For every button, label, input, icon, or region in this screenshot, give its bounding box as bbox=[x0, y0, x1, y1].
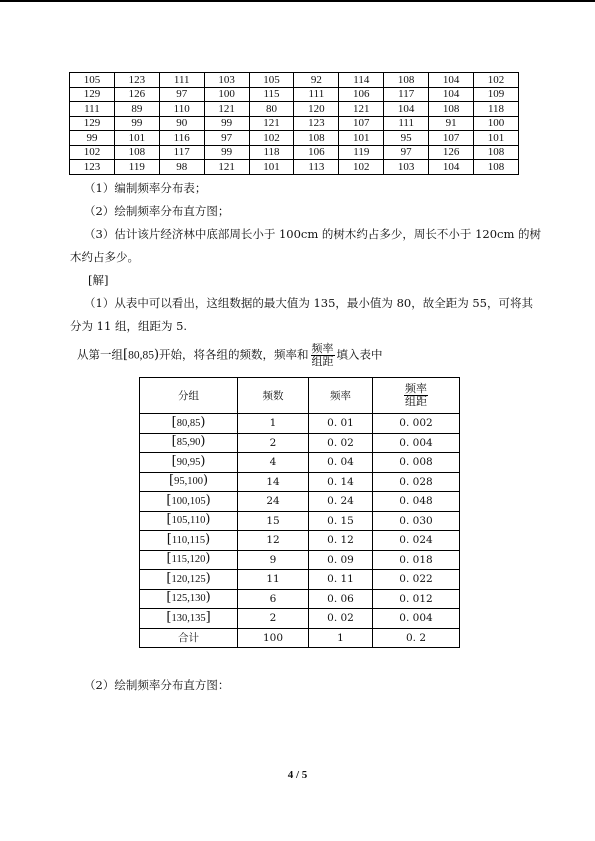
raw-table-cell: 107 bbox=[429, 131, 474, 146]
raw-table-cell: 121 bbox=[339, 102, 384, 117]
group-interval-cell bbox=[140, 570, 238, 590]
group-interval-cell bbox=[140, 531, 238, 551]
density-cell: 0. 002 bbox=[373, 414, 460, 434]
group-interval-cell bbox=[140, 589, 238, 609]
frequency-table-row bbox=[140, 453, 460, 473]
frequency-cell: 0. 11 bbox=[309, 570, 373, 590]
solution-part-2-heading: （2）绘制频率分布直方图： bbox=[84, 678, 230, 692]
interval-values: 110,115 bbox=[171, 534, 206, 546]
raw-table-cell: 89 bbox=[114, 102, 159, 117]
raw-table-cell: 99 bbox=[204, 145, 249, 160]
interval-right-bracket: ] bbox=[205, 609, 211, 625]
frequency-cell: 0. 02 bbox=[309, 609, 373, 629]
density-cell: 0. 004 bbox=[373, 433, 460, 453]
raw-table-cell: 111 bbox=[294, 87, 339, 102]
raw-table-cell: 100 bbox=[474, 116, 519, 131]
solution-p2-suffix: 填入表中 bbox=[336, 347, 383, 362]
raw-table-cell: 108 bbox=[474, 160, 519, 175]
solution-p2-prefix: 从第一组 bbox=[77, 347, 123, 362]
raw-table-cell: 104 bbox=[429, 160, 474, 175]
raw-table-cell: 101 bbox=[114, 131, 159, 146]
raw-table-cell: 120 bbox=[294, 102, 339, 117]
frequency-cell: 0. 24 bbox=[309, 492, 373, 512]
density-cell: 0. 008 bbox=[373, 453, 460, 473]
raw-table-cell: 103 bbox=[204, 73, 249, 88]
group-interval-cell bbox=[140, 433, 238, 453]
interval-values: 105,110 bbox=[171, 515, 206, 527]
raw-table-cell: 121 bbox=[204, 102, 249, 117]
density-cell: 0. 028 bbox=[373, 472, 460, 492]
header-rule bbox=[0, 0, 595, 2]
header-count: 频数 bbox=[238, 378, 309, 414]
raw-table-cell: 129 bbox=[70, 87, 115, 102]
interval-left-bracket: [ bbox=[166, 609, 172, 625]
raw-table-cell: 90 bbox=[159, 116, 204, 131]
density-cell: 0. 018 bbox=[373, 550, 460, 570]
interval-right-bracket: ) bbox=[205, 492, 211, 508]
solution-p2-middle: 开始，将各组的频数，频率和 bbox=[159, 347, 309, 362]
interval-left-bracket: [ bbox=[168, 473, 175, 489]
raw-table-row bbox=[70, 87, 519, 102]
raw-table-cell: 123 bbox=[114, 73, 159, 88]
raw-table-cell: 118 bbox=[474, 102, 519, 117]
raw-table-cell: 104 bbox=[429, 87, 474, 102]
raw-table-cell: 123 bbox=[70, 160, 115, 175]
frequency-table-row bbox=[140, 609, 460, 629]
count-cell: 2 bbox=[238, 609, 309, 629]
count-cell: 1 bbox=[238, 414, 309, 434]
frequency-table-row bbox=[140, 531, 460, 551]
total-density: 0. 2 bbox=[373, 628, 460, 648]
total-frequency: 1 bbox=[309, 628, 373, 648]
raw-table-cell: 103 bbox=[384, 160, 429, 175]
right-bracket: ) bbox=[153, 347, 160, 363]
frequency-table-row bbox=[140, 433, 460, 453]
frequency-cell: 0. 14 bbox=[309, 472, 373, 492]
raw-table-cell: 105 bbox=[70, 73, 115, 88]
raw-table-cell: 91 bbox=[429, 116, 474, 131]
raw-table-cell: 105 bbox=[249, 73, 294, 88]
interval-right-bracket: ) bbox=[202, 473, 209, 489]
interval-right-bracket: ) bbox=[200, 434, 206, 450]
raw-table-cell: 126 bbox=[114, 87, 159, 102]
interval-right-bracket: ) bbox=[205, 512, 211, 528]
density-cell: 0. 030 bbox=[373, 511, 460, 531]
raw-table-cell: 109 bbox=[474, 87, 519, 102]
raw-table-cell: 119 bbox=[114, 160, 159, 175]
raw-table-cell: 121 bbox=[249, 116, 294, 131]
count-cell: 14 bbox=[238, 472, 309, 492]
frequency-table-row bbox=[140, 472, 460, 492]
raw-table-cell: 116 bbox=[159, 131, 204, 146]
frequency-table-row bbox=[140, 414, 460, 434]
interval-right-bracket: ) bbox=[200, 414, 206, 430]
fraction-freq-over-width bbox=[311, 343, 335, 368]
raw-table-cell: 108 bbox=[114, 145, 159, 160]
frequency-cell: 0. 09 bbox=[309, 550, 373, 570]
density-cell: 0. 048 bbox=[373, 492, 460, 512]
question-3-line-1: （3）估计该片经济林中底部周长小于 100cm 的树木约占多少，周长不小于 120cm 的树 bbox=[84, 227, 542, 241]
interval-right-bracket: ) bbox=[205, 570, 211, 586]
raw-table-cell: 111 bbox=[384, 116, 429, 131]
interval-left-bracket: [ bbox=[166, 492, 172, 508]
interval-left-bracket: [ bbox=[171, 434, 177, 450]
interval-values: 130,135 bbox=[171, 612, 206, 624]
interval-left-bracket: [ bbox=[166, 590, 172, 606]
raw-table-cell: 101 bbox=[249, 160, 294, 175]
frequency-table-row bbox=[140, 511, 460, 531]
frequency-table-row bbox=[140, 570, 460, 590]
raw-table-row bbox=[70, 160, 519, 175]
count-cell: 9 bbox=[238, 550, 309, 570]
raw-table-cell: 114 bbox=[339, 73, 384, 88]
interval-left-bracket: [ bbox=[171, 414, 177, 430]
solution-label: [解] bbox=[88, 273, 109, 287]
raw-table-cell: 108 bbox=[429, 102, 474, 117]
raw-table-cell: 108 bbox=[384, 73, 429, 88]
frequency-cell: 0. 06 bbox=[309, 589, 373, 609]
group-interval-cell bbox=[140, 511, 238, 531]
interval-left-bracket: [ bbox=[166, 512, 172, 528]
frequency-table-header bbox=[140, 378, 460, 414]
raw-table-cell: 121 bbox=[204, 160, 249, 175]
raw-table-cell: 80 bbox=[249, 102, 294, 117]
group-interval-cell bbox=[140, 550, 238, 570]
solution-p1-line-1: （1）从表中可以看出，这组数据的最大值为 135，最小值为 80，故全距为 55，可将其 bbox=[84, 296, 533, 310]
raw-table-cell: 111 bbox=[70, 102, 115, 117]
interval-left-bracket: [ bbox=[166, 570, 172, 586]
raw-table-cell: 92 bbox=[294, 73, 339, 88]
interval-right-bracket: ) bbox=[205, 551, 211, 567]
raw-table-cell: 99 bbox=[204, 116, 249, 131]
solution-p2 bbox=[77, 343, 383, 368]
raw-table-cell: 107 bbox=[339, 116, 384, 131]
raw-table-cell: 99 bbox=[114, 116, 159, 131]
raw-table-cell: 102 bbox=[249, 131, 294, 146]
frequency-table-total-row bbox=[140, 628, 460, 648]
count-cell: 6 bbox=[238, 589, 309, 609]
interval-left-bracket: [ bbox=[171, 453, 177, 469]
raw-table-cell: 101 bbox=[474, 131, 519, 146]
page-number: 4 / 5 bbox=[287, 769, 308, 781]
interval-right-bracket: ) bbox=[205, 531, 211, 547]
group-interval-cell bbox=[140, 453, 238, 473]
raw-table-cell: 102 bbox=[474, 73, 519, 88]
density-cell: 0. 022 bbox=[373, 570, 460, 590]
raw-table-cell: 119 bbox=[339, 145, 384, 160]
header-density-denominator: 组距 bbox=[405, 395, 427, 408]
frequency-cell: 0. 12 bbox=[309, 531, 373, 551]
density-cell: 0. 024 bbox=[373, 531, 460, 551]
count-cell: 2 bbox=[238, 433, 309, 453]
raw-data-table bbox=[69, 72, 519, 175]
interval-values: 100,105 bbox=[171, 495, 206, 507]
interval-left-bracket: [ bbox=[166, 551, 172, 567]
group-interval-cell bbox=[140, 609, 238, 629]
solution-p1-line-2: 分为 11 组，组距为 5. bbox=[70, 319, 188, 333]
frequency-table-row bbox=[140, 589, 460, 609]
raw-table-cell: 104 bbox=[429, 73, 474, 88]
raw-table-cell: 95 bbox=[384, 131, 429, 146]
raw-table-cell: 104 bbox=[384, 102, 429, 117]
raw-table-cell: 126 bbox=[429, 145, 474, 160]
frequency-cell: 0. 04 bbox=[309, 453, 373, 473]
raw-table-cell: 106 bbox=[294, 145, 339, 160]
raw-table-cell: 115 bbox=[249, 87, 294, 102]
first-interval: 80,85 bbox=[128, 349, 154, 362]
interval-right-bracket: ) bbox=[200, 453, 206, 469]
frequency-table-row bbox=[140, 550, 460, 570]
header-frequency: 频率 bbox=[309, 378, 373, 414]
raw-table-cell: 113 bbox=[294, 160, 339, 175]
count-cell: 11 bbox=[238, 570, 309, 590]
raw-table-cell: 117 bbox=[384, 87, 429, 102]
raw-table-cell: 99 bbox=[70, 131, 115, 146]
raw-table-cell: 118 bbox=[249, 145, 294, 160]
raw-table-cell: 102 bbox=[339, 160, 384, 175]
header-density-numerator: 频率 bbox=[405, 382, 427, 395]
interval-values: 125,130 bbox=[171, 593, 206, 605]
raw-table-row bbox=[70, 131, 519, 146]
interval-values: 80,85 bbox=[176, 417, 201, 429]
count-cell: 24 bbox=[238, 492, 309, 512]
density-cell: 0. 004 bbox=[373, 609, 460, 629]
raw-table-cell: 108 bbox=[474, 145, 519, 160]
count-cell: 15 bbox=[238, 511, 309, 531]
header-density-fraction bbox=[404, 383, 428, 408]
total-label: 合计 bbox=[140, 628, 238, 648]
header-group: 分组 bbox=[140, 378, 238, 414]
raw-table-cell: 129 bbox=[70, 116, 115, 131]
raw-table-cell: 108 bbox=[294, 131, 339, 146]
group-interval-cell bbox=[140, 414, 238, 434]
interval-values: 90,95 bbox=[176, 456, 201, 468]
raw-table-row bbox=[70, 116, 519, 131]
fraction-denominator: 组距 bbox=[311, 355, 334, 368]
raw-table-cell: 100 bbox=[204, 87, 249, 102]
header-density bbox=[373, 378, 460, 414]
raw-table-cell: 102 bbox=[70, 145, 115, 160]
raw-table-row bbox=[70, 73, 519, 88]
raw-table-row bbox=[70, 102, 519, 117]
interval-values: 115,120 bbox=[171, 554, 206, 566]
question-2: （2）绘制频率分布直方图； bbox=[84, 204, 230, 218]
interval-values: 95,100 bbox=[174, 476, 203, 488]
raw-table-cell: 101 bbox=[339, 131, 384, 146]
group-interval-cell bbox=[140, 492, 238, 512]
count-cell: 12 bbox=[238, 531, 309, 551]
total-count: 100 bbox=[238, 628, 309, 648]
left-bracket: [ bbox=[123, 347, 129, 363]
density-cell: 0. 012 bbox=[373, 589, 460, 609]
interval-values: 120,125 bbox=[171, 573, 206, 585]
raw-table-cell: 98 bbox=[159, 160, 204, 175]
question-1: （1）编制频率分布表； bbox=[84, 181, 207, 195]
fraction-numerator: 频率 bbox=[311, 342, 334, 355]
raw-table-cell: 123 bbox=[294, 116, 339, 131]
raw-table-cell: 97 bbox=[204, 131, 249, 146]
raw-table-cell: 111 bbox=[159, 73, 204, 88]
frequency-table-row bbox=[140, 492, 460, 512]
frequency-cell: 0. 15 bbox=[309, 511, 373, 531]
raw-table-row bbox=[70, 145, 519, 160]
raw-table-cell: 97 bbox=[384, 145, 429, 160]
raw-table-cell: 106 bbox=[339, 87, 384, 102]
frequency-table bbox=[139, 377, 460, 648]
raw-table-cell: 110 bbox=[159, 102, 204, 117]
raw-table-cell: 97 bbox=[159, 87, 204, 102]
interval-values: 85,90 bbox=[176, 437, 201, 449]
raw-table-cell: 117 bbox=[159, 145, 204, 160]
frequency-cell: 0. 02 bbox=[309, 433, 373, 453]
count-cell: 4 bbox=[238, 453, 309, 473]
question-3-line-2: 木约占多少。 bbox=[70, 250, 139, 264]
interval-left-bracket: [ bbox=[166, 531, 172, 547]
frequency-cell: 0. 01 bbox=[309, 414, 373, 434]
interval-right-bracket: ) bbox=[205, 590, 211, 606]
group-interval-cell bbox=[140, 472, 238, 492]
